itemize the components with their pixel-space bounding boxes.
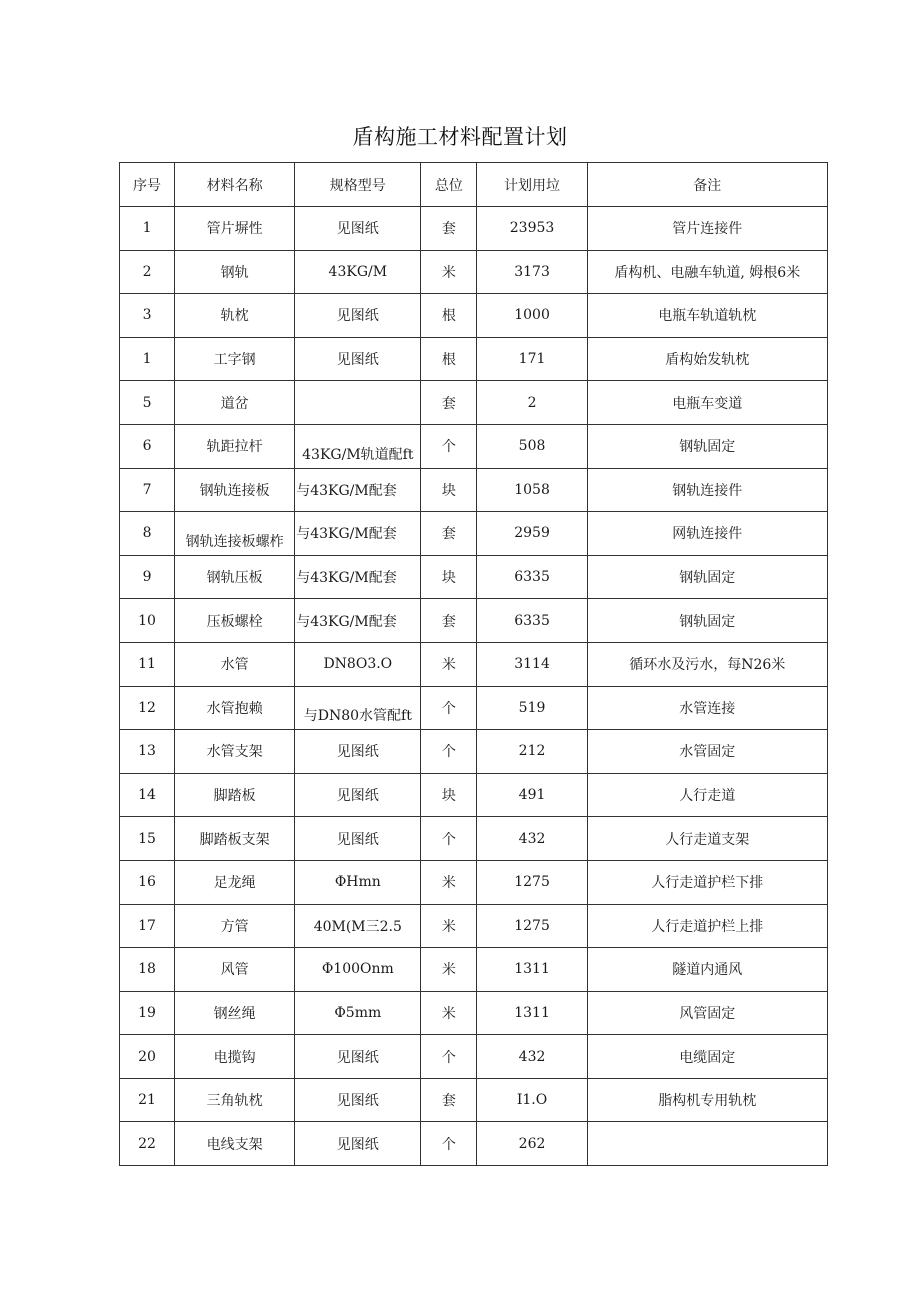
cell-name: 道岔 — [175, 381, 295, 425]
table-row — [120, 555, 828, 599]
cell-name: 轨距拉杆 — [175, 424, 295, 468]
cell-spec: Φ100Onm — [295, 948, 421, 992]
table-row — [120, 424, 828, 468]
cell-no: 21 — [120, 1078, 175, 1122]
table-row — [120, 599, 828, 643]
cell-unit: 套 — [421, 512, 477, 556]
table-row — [120, 773, 828, 817]
cell-unit: 套 — [421, 381, 477, 425]
cell-name: 水管支架 — [175, 730, 295, 774]
cell-qty: 6335 — [477, 599, 587, 643]
cell-unit: 块 — [421, 555, 477, 599]
table-row — [120, 817, 828, 861]
cell-qty: 212 — [477, 730, 587, 774]
cell-qty: 1311 — [477, 948, 587, 992]
cell-no: 22 — [120, 1122, 175, 1166]
cell-unit: 套 — [421, 207, 477, 251]
header-name: 材料名称 — [175, 163, 295, 207]
table-row — [120, 381, 828, 425]
cell-qty: 3114 — [477, 642, 587, 686]
cell-spec: 与43KG/M配套 — [295, 512, 421, 556]
cell-spec: ΦHmn — [295, 860, 421, 904]
cell-name: 工字钢 — [175, 337, 295, 381]
cell-no: 14 — [120, 773, 175, 817]
cell-note: 盾构始发轨枕 — [587, 337, 827, 381]
cell-note: 人行走道护栏上排 — [587, 904, 827, 948]
cell-spec: Φ5mm — [295, 991, 421, 1035]
table-row — [120, 512, 828, 556]
cell-spec: 见图纸 — [295, 1078, 421, 1122]
cell-note: 钢轨固定 — [587, 424, 827, 468]
cell-no: 13 — [120, 730, 175, 774]
table-row — [120, 1122, 828, 1166]
cell-name: 电线支架 — [175, 1122, 295, 1166]
cell-qty: 1000 — [477, 294, 587, 338]
cell-no: 7 — [120, 468, 175, 512]
cell-unit: 个 — [421, 686, 477, 730]
page-title: 盾构施工材料配置计划 — [352, 125, 568, 149]
cell-no: 19 — [120, 991, 175, 1035]
cell-qty: 171 — [477, 337, 587, 381]
cell-qty: 1275 — [477, 904, 587, 948]
cell-note: 人行走道护栏下排 — [587, 860, 827, 904]
cell-name: 三角轨枕 — [175, 1078, 295, 1122]
table-row — [120, 730, 828, 774]
cell-spec: 见图纸 — [295, 1035, 421, 1079]
cell-note: 水管连接 — [587, 686, 827, 730]
cell-note: 风管固定 — [587, 991, 827, 1035]
cell-note: 钢轨固定 — [587, 599, 827, 643]
cell-spec: 与43KG/M配套 — [295, 555, 421, 599]
cell-no: 17 — [120, 904, 175, 948]
table-row — [120, 250, 828, 294]
cell-name: 水管 — [175, 642, 295, 686]
cell-unit: 根 — [421, 337, 477, 381]
cell-note: 管片连接件 — [587, 207, 827, 251]
cell-unit: 个 — [421, 817, 477, 861]
cell-unit: 块 — [421, 773, 477, 817]
cell-qty: 23953 — [477, 207, 587, 251]
cell-name: 脚踏板支架 — [175, 817, 295, 861]
table-row — [120, 1078, 828, 1122]
cell-unit: 米 — [421, 948, 477, 992]
cell-spec: 见图纸 — [295, 207, 421, 251]
cell-qty: 262 — [477, 1122, 587, 1166]
table-row — [120, 860, 828, 904]
cell-no: 2 — [120, 250, 175, 294]
table-header-row — [120, 163, 828, 207]
cell-qty: 491 — [477, 773, 587, 817]
cell-no: 18 — [120, 948, 175, 992]
cell-name: 足龙绳 — [175, 860, 295, 904]
cell-name: 钢丝绳 — [175, 991, 295, 1035]
cell-no: 16 — [120, 860, 175, 904]
cell-qty: 432 — [477, 1035, 587, 1079]
cell-note: 隧道内通风 — [587, 948, 827, 992]
cell-no: 11 — [120, 642, 175, 686]
cell-note: 循环水及污水，每N26米 — [587, 642, 827, 686]
material-plan-table — [119, 162, 828, 1166]
cell-qty: 1275 — [477, 860, 587, 904]
cell-note: 电瓶车轨道轨枕 — [587, 294, 827, 338]
cell-spec: 见图纸 — [295, 1122, 421, 1166]
header-note: 备注 — [587, 163, 827, 207]
cell-unit: 米 — [421, 860, 477, 904]
cell-no: 3 — [120, 294, 175, 338]
cell-unit: 套 — [421, 599, 477, 643]
cell-name: 电揽钩 — [175, 1035, 295, 1079]
cell-no: 15 — [120, 817, 175, 861]
cell-spec: DN8O3.O — [295, 642, 421, 686]
cell-unit: 套 — [421, 1078, 477, 1122]
cell-note: 钢轨连接件 — [587, 468, 827, 512]
cell-note: 盾构机、电融车轨道, 姆根6米 — [587, 250, 827, 294]
cell-qty: 3173 — [477, 250, 587, 294]
cell-unit: 块 — [421, 468, 477, 512]
table-row — [120, 686, 828, 730]
cell-spec: 见图纸 — [295, 337, 421, 381]
cell-name: 风管 — [175, 948, 295, 992]
cell-no: 10 — [120, 599, 175, 643]
cell-name: 钢轨连接板螺柞 — [175, 512, 295, 556]
cell-spec: 见图纸 — [295, 294, 421, 338]
cell-unit: 个 — [421, 424, 477, 468]
cell-no: 1 — [120, 337, 175, 381]
header-no: 序号 — [120, 163, 175, 207]
cell-spec: 见图纸 — [295, 817, 421, 861]
table-row — [120, 948, 828, 992]
table-row — [120, 642, 828, 686]
cell-note: 水管固定 — [587, 730, 827, 774]
cell-spec — [295, 381, 421, 425]
cell-no: 9 — [120, 555, 175, 599]
cell-name: 方管 — [175, 904, 295, 948]
cell-no: 20 — [120, 1035, 175, 1079]
cell-qty: 508 — [477, 424, 587, 468]
cell-name: 钢轨连接板 — [175, 468, 295, 512]
cell-qty: 1058 — [477, 468, 587, 512]
header-unit: 总位 — [421, 163, 477, 207]
cell-name: 钢轨 — [175, 250, 295, 294]
cell-note: 钢轨固定 — [587, 555, 827, 599]
cell-qty: 2 — [477, 381, 587, 425]
cell-note: 电缆固定 — [587, 1035, 827, 1079]
cell-unit: 个 — [421, 1122, 477, 1166]
cell-unit: 米 — [421, 904, 477, 948]
header-qty: 计划用垃 — [477, 163, 587, 207]
cell-no: 6 — [120, 424, 175, 468]
cell-name: 管片塀性 — [175, 207, 295, 251]
cell-unit: 根 — [421, 294, 477, 338]
cell-unit: 米 — [421, 642, 477, 686]
cell-spec: 见图纸 — [295, 730, 421, 774]
cell-name: 脚踏板 — [175, 773, 295, 817]
cell-note — [587, 1122, 827, 1166]
cell-note: 脂构机专用轨枕 — [587, 1078, 827, 1122]
cell-no: 8 — [120, 512, 175, 556]
cell-note: 网轨连接件 — [587, 512, 827, 556]
cell-spec: 与43KG/M配套 — [295, 468, 421, 512]
cell-qty: 6335 — [477, 555, 587, 599]
table-row — [120, 294, 828, 338]
cell-name: 钢轨压板 — [175, 555, 295, 599]
cell-note: 人行走道 — [587, 773, 827, 817]
cell-note: 人行走道支架 — [587, 817, 827, 861]
cell-unit: 米 — [421, 991, 477, 1035]
table-row — [120, 991, 828, 1035]
cell-no: 1 — [120, 207, 175, 251]
cell-spec: 与43KG/M配套 — [295, 599, 421, 643]
cell-qty: 432 — [477, 817, 587, 861]
header-spec: 规格型号 — [295, 163, 421, 207]
cell-no: 12 — [120, 686, 175, 730]
table-row — [120, 337, 828, 381]
cell-unit: 个 — [421, 1035, 477, 1079]
cell-name: 轨枕 — [175, 294, 295, 338]
cell-name: 水管抱赖 — [175, 686, 295, 730]
cell-spec: 40M(M三2.5 — [295, 904, 421, 948]
cell-unit: 米 — [421, 250, 477, 294]
cell-qty: 519 — [477, 686, 587, 730]
cell-name: 压板螺栓 — [175, 599, 295, 643]
table-row — [120, 468, 828, 512]
cell-qty: I1.O — [477, 1078, 587, 1122]
cell-note: 电瓶车变道 — [587, 381, 827, 425]
cell-spec: 见图纸 — [295, 773, 421, 817]
cell-spec: 43KG/M轨道配ft — [295, 424, 421, 468]
cell-qty: 2959 — [477, 512, 587, 556]
cell-qty: 1311 — [477, 991, 587, 1035]
cell-spec: 与DN80水管配ft — [295, 686, 421, 730]
table-row — [120, 207, 828, 251]
cell-spec: 43KG/M — [295, 250, 421, 294]
cell-no: 5 — [120, 381, 175, 425]
cell-unit: 个 — [421, 730, 477, 774]
table-row — [120, 1035, 828, 1079]
table-row — [120, 904, 828, 948]
